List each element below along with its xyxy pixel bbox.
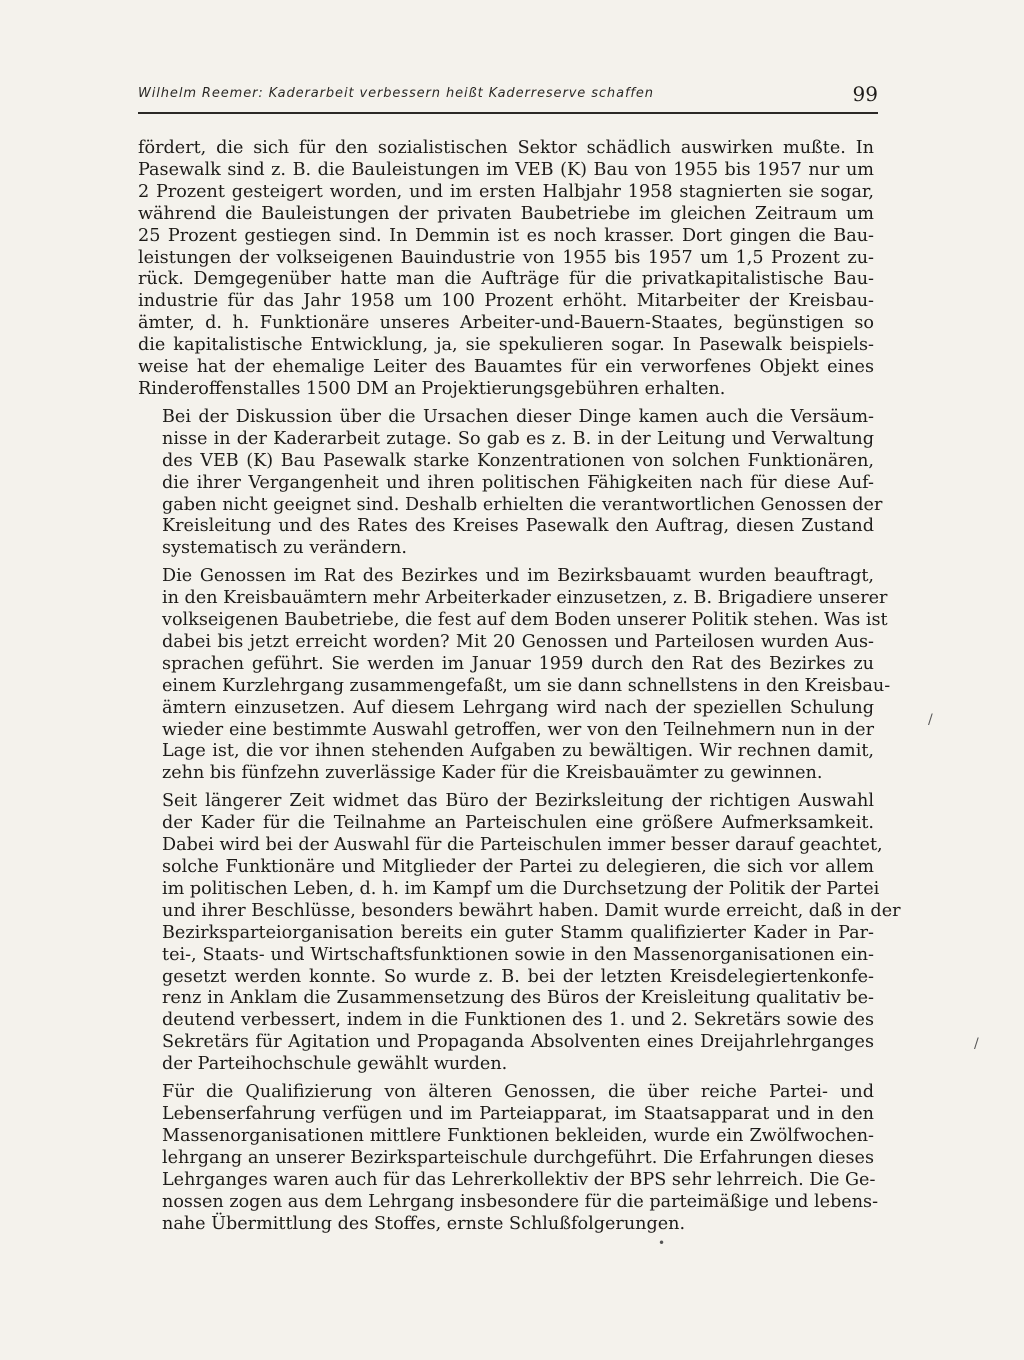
text-line: und ihrer Beschlüsse, besonders bewährt haben. Damit wurde erreicht, daß in der — [162, 900, 901, 921]
text-line: Rinderoffenstalles 1500 DM an Projektierungsgebühren erhalten. — [138, 378, 726, 399]
text-line: weise hat der ehemalige Leiter des Bauamtes für ein verworfenes Objekt eines — [138, 357, 874, 378]
ink-speck: • — [658, 1236, 666, 1250]
margin-mark: / — [928, 712, 933, 728]
text-line: solche Funktionäre und Mitglieder der Partei zu delegieren, die sich vor allem — [162, 857, 874, 877]
text-line: systematisch zu verändern. — [162, 538, 407, 559]
paragraph — [138, 138, 874, 401]
text-line: einem Kurzlehrgang zusammengefaßt, um sie dann schnellstens in den Kreisbau- — [162, 675, 891, 696]
text-line: ämtern einzusetzen. Auf diesem Lehrgang wird nach der speziellen Schulung — [162, 697, 874, 718]
text-line: in den Kreisbauämtern mehr Arbeiterkader einzusetzen, z. B. Brigadiere unserer — [162, 588, 888, 609]
text-line: ämter, d. h. Funktionäre unseres Arbeiter-und-Bauern-Staates, begünstigen so — [138, 313, 874, 334]
text-line: Kreisleitung und des Rates des Kreises Pasewalk den Auftrag, diesen Zustand — [162, 516, 874, 537]
text-line: Lehrganges waren auch für das Lehrerkollektiv der BPS sehr lehrreich. Die Ge- — [162, 1169, 876, 1190]
text-line: wieder eine bestimmte Auswahl getroffen, wer von den Teilnehmern nun in der — [162, 719, 874, 740]
text-line: deutend verbessert, indem in die Funktionen des 1. und 2. Sekretärs sowie des — [162, 1010, 874, 1031]
text-line: Für die Qualifizierung von älteren Genossen, die über reiche Partei- und — [162, 1082, 874, 1103]
text-line: Lebenserfahrung verfügen und im Parteiapparat, im Staatsapparat und in den — [162, 1103, 874, 1124]
paragraph — [138, 791, 901, 1076]
text-line: nossen zogen aus dem Lehrgang insbesondere für die parteimäßige und lebens- — [162, 1191, 879, 1212]
text-line: leistungen der volkseigenen Bauindustrie von 1955 bis 1957 um 1,5 Prozent zu- — [138, 247, 874, 268]
text-line: nisse in der Kaderarbeit zutage. So gab es z. B. in der Leitung und Verwaltung — [162, 428, 874, 449]
text-line: 25 Prozent gestiegen sind. In Demmin ist es noch krasser. Dort gingen die Bau- — [138, 225, 874, 246]
text-line: Seit längerer Zeit widmet das Büro der Bezirksleitung der richtigen Auswahl — [162, 791, 874, 812]
text-line: 2 Prozent gesteigert worden, und im ersten Halbjahr 1958 stagnierten sie sogar, — [138, 181, 874, 202]
text-line: Die Genossen im Rat des Bezirkes und im Bezirksbauamt wurden beauftragt, — [162, 566, 874, 587]
text-line: die kapitalistische Entwicklung, ja, sie spekulieren sogar. In Pasewalk beispiels- — [138, 335, 874, 356]
body-text — [138, 138, 901, 1241]
text-line: Pasewalk sind z. B. die Bauleistungen im VEB (K) Bau von 1955 bis 1957 nur um — [138, 159, 874, 180]
text-line: renz in Anklam die Zusammensetzung des Büros der Kreisleitung qualitativ be- — [162, 988, 874, 1009]
running-head — [138, 82, 878, 108]
text-line: zehn bis fünfzehn zuverlässige Kader für die Kreisbauämter zu gewinnen. — [162, 763, 823, 784]
margin-mark: / — [974, 1036, 979, 1052]
text-line: fördert, die sich für den sozialistischen Sektor schädlich auswirken mußte. In — [138, 138, 874, 158]
paragraph — [138, 1082, 879, 1235]
text-line: tei-, Staats- und Wirtschaftsfunktionen sowie in den Massenorganisationen ein- — [162, 944, 874, 965]
header-rule — [138, 112, 878, 114]
text-line: Dabei wird bei der Auswahl für die Parteischulen immer besser darauf geachtet, — [162, 835, 883, 856]
page-number: 99 — [852, 82, 878, 106]
text-line: sprachen geführt. Sie werden im Januar 1959 durch den Rat des Bezirkes zu — [162, 653, 874, 674]
text-line: während die Bauleistungen der privaten Baubetriebe im gleichen Zeitraum um — [138, 203, 874, 224]
text-line: volkseigenen Baubetriebe, die fest auf dem Boden unserer Politik stehen. Was ist — [162, 610, 888, 631]
text-line: des VEB (K) Bau Pasewalk starke Konzentrationen von solchen Funktionären, — [162, 450, 874, 471]
text-line: der Kader für die Teilnahme an Parteischulen eine größere Aufmerksamkeit. — [162, 813, 874, 834]
paragraph — [138, 566, 891, 785]
text-line: gesetzt werden konnte. So wurde z. B. bei der letzten Kreisdelegiertenkonfe- — [162, 966, 874, 987]
text-line: die ihrer Vergangenheit und ihren politischen Fähigkeiten nach für diese Auf- — [162, 472, 874, 493]
text-line: industrie für das Jahr 1958 um 100 Prozent erhöht. Mitarbeiter der Kreisbau- — [138, 291, 874, 312]
text-line: im politischen Leben, d. h. im Kampf um die Durchsetzung der Politik der Partei — [162, 878, 880, 899]
text-line: Massenorganisationen mittlere Funktionen bekleiden, wurde ein Zwölfwochen- — [162, 1125, 874, 1146]
text-line: nahe Übermittlung des Stoffes, ernste Schlußfolgerungen. — [162, 1213, 686, 1234]
text-line: Bezirksparteiorganisation bereits ein guter Stamm qualifizierter Kader in Par- — [162, 922, 874, 943]
text-line: der Parteihochschule gewählt wurden. — [162, 1054, 508, 1075]
text-line: gaben nicht geeignet sind. Deshalb erhielten die verantwortlichen Genossen der — [162, 494, 883, 515]
text-line: rück. Demgegenüber hatte man die Aufträge für die privatkapitalistische Bau- — [138, 269, 874, 290]
text-line: Sekretärs für Agitation und Propaganda Absolventen eines Dreijahrlehrganges — [162, 1032, 874, 1053]
running-title: Wilhelm Reemer: Kaderarbeit verbessern heißt Kaderreserve schaffen — [138, 86, 654, 101]
text-line: Bei der Diskussion über die Ursachen dieser Dinge kamen auch die Versäum- — [162, 406, 874, 427]
text-line: dabei bis jetzt erreicht worden? Mit 20 Genossen und Parteilosen wurden Aus- — [162, 631, 874, 652]
paragraph — [138, 406, 883, 560]
text-line: Lage ist, die vor ihnen stehenden Aufgaben zu bewältigen. Wir rechnen damit, — [162, 741, 874, 762]
text-line: lehrgang an unserer Bezirksparteischule durchgeführt. Die Erfahrungen dieses — [162, 1147, 874, 1168]
